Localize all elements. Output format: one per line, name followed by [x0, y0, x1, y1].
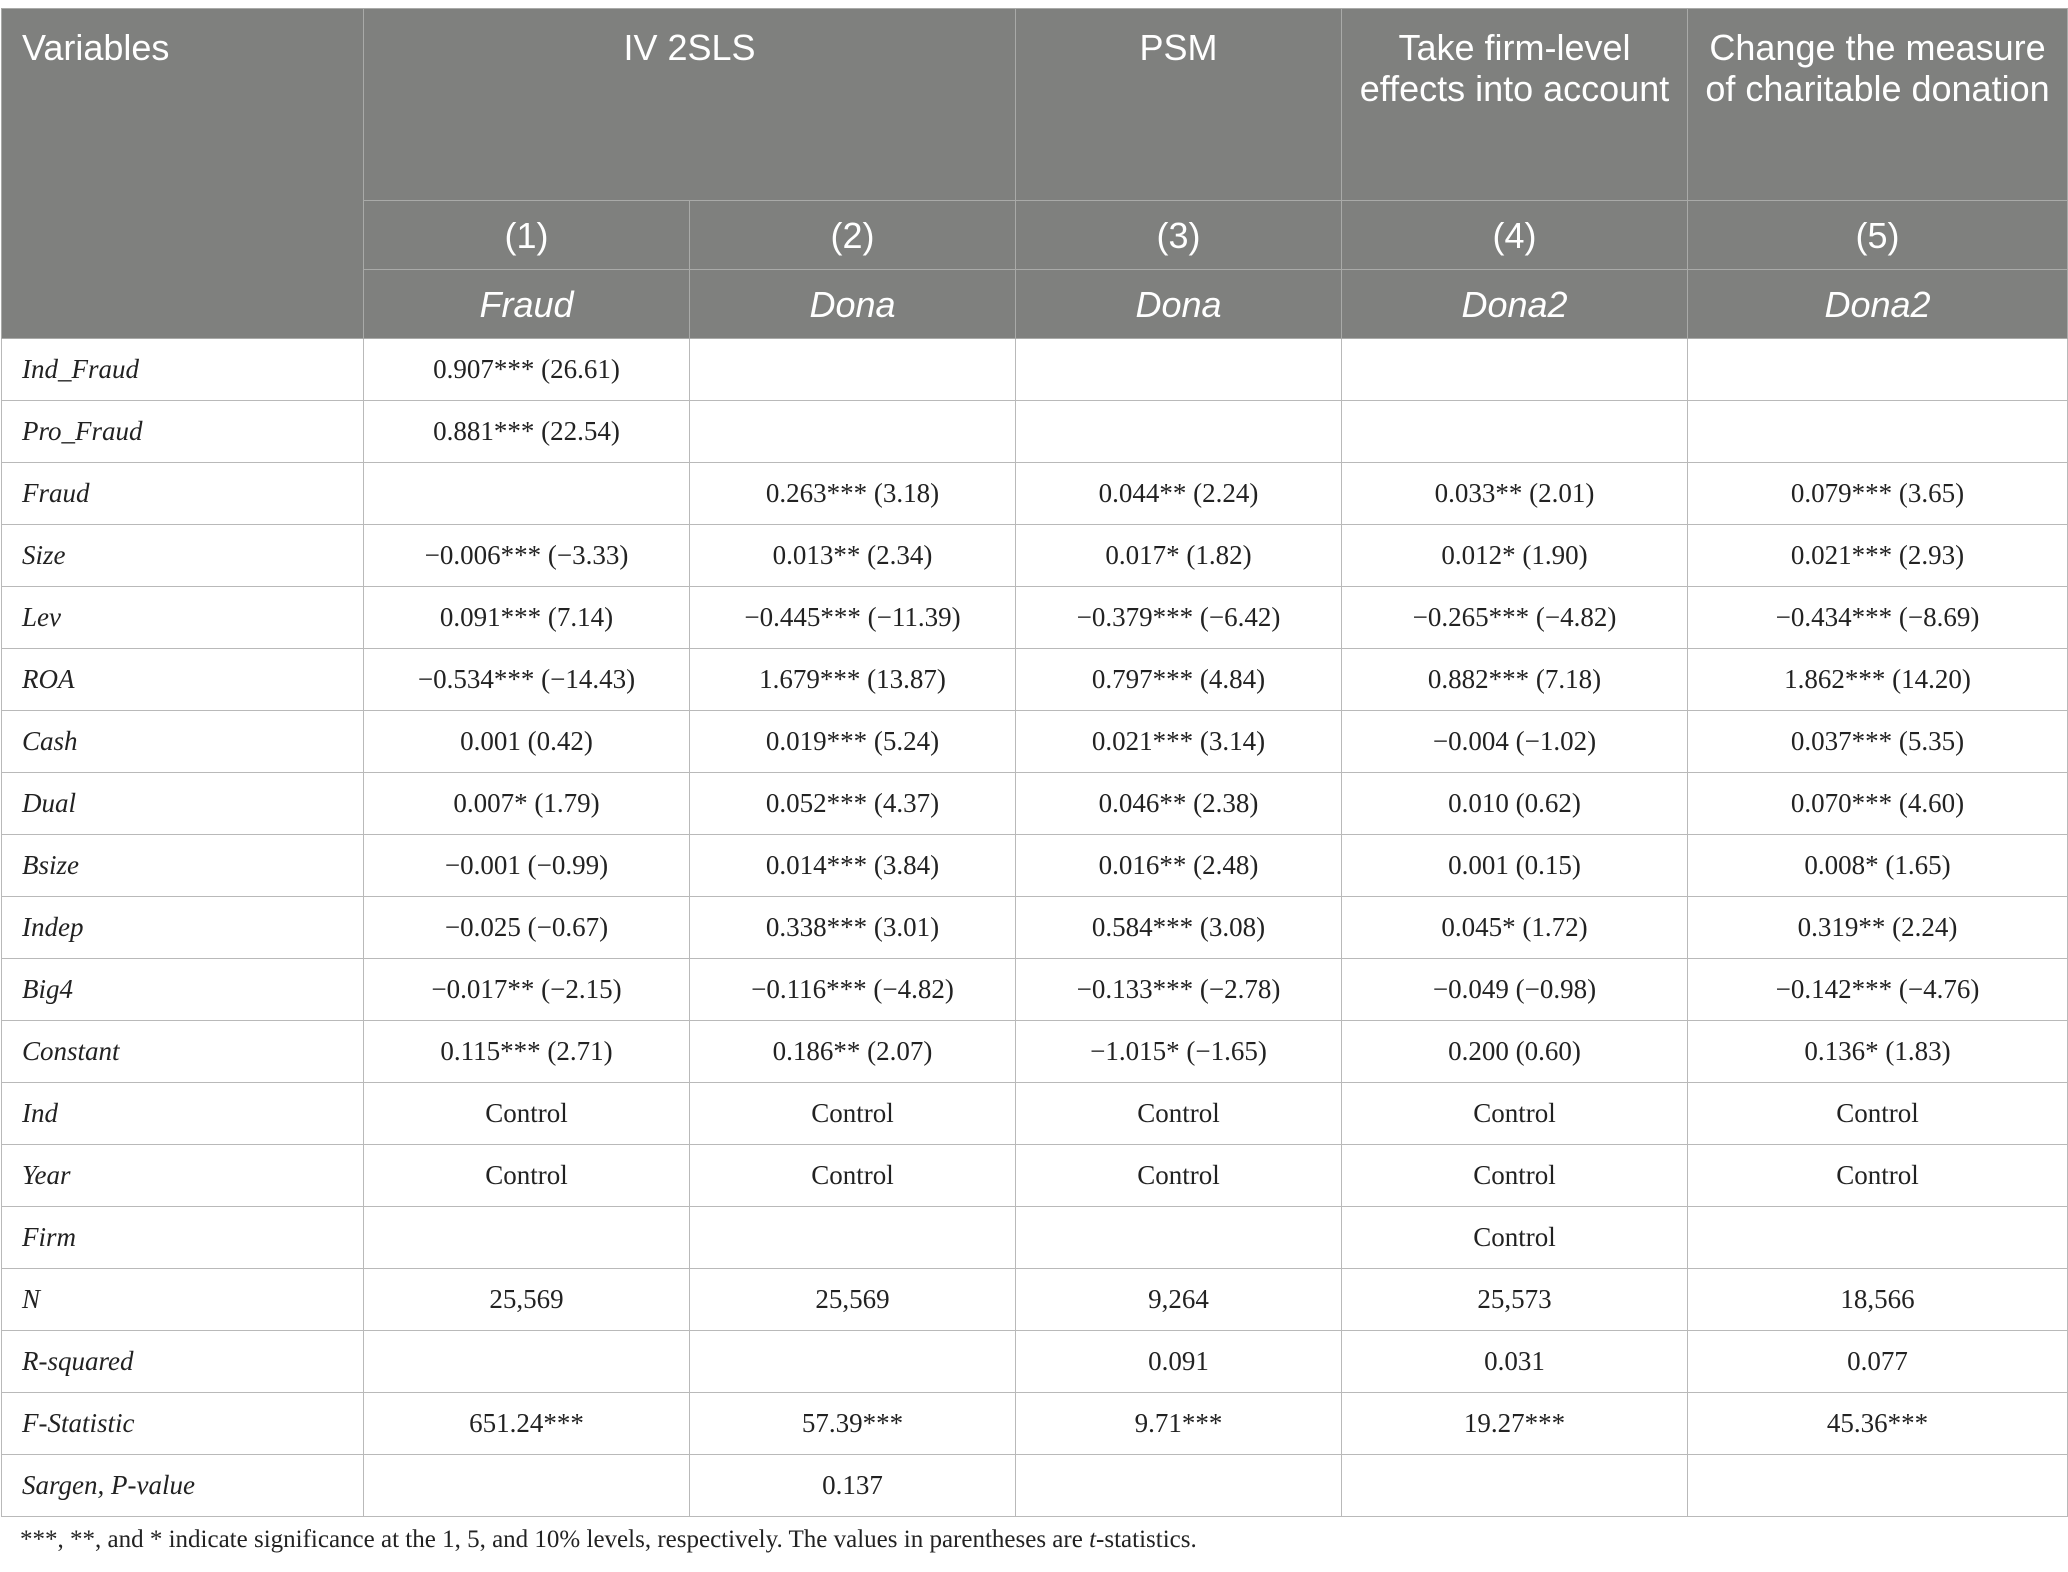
table-footnote	[20, 1526, 1197, 1554]
table-row	[2, 711, 2068, 773]
table-cell	[1016, 339, 1342, 401]
table-cell: 0.031	[1342, 1331, 1688, 1393]
table-cell: 0.017* (1.82)	[1016, 525, 1342, 587]
row-variable-label: Big4	[2, 959, 364, 1021]
table-cell: 0.021*** (3.14)	[1016, 711, 1342, 773]
table-cell: 0.077	[1688, 1331, 2068, 1393]
table-row	[2, 1331, 2068, 1393]
table-row	[2, 959, 2068, 1021]
table-row	[2, 1393, 2068, 1455]
table-cell	[690, 1207, 1016, 1269]
table-cell: −0.142*** (−4.76)	[1688, 959, 2068, 1021]
row-variable-label: Sargen, P-value	[2, 1455, 364, 1517]
table-cell: 0.014*** (3.84)	[690, 835, 1016, 897]
table-cell: 57.39***	[690, 1393, 1016, 1455]
table-cell	[1342, 339, 1688, 401]
table-row	[2, 587, 2068, 649]
table-cell	[690, 339, 1016, 401]
row-variable-label: Pro_Fraud	[2, 401, 364, 463]
table-cell: 9,264	[1016, 1269, 1342, 1331]
row-variable-label: Constant	[2, 1021, 364, 1083]
table-cell: Control	[364, 1083, 690, 1145]
table-cell: Control	[1688, 1145, 2068, 1207]
table-cell: 25,569	[690, 1269, 1016, 1331]
table-cell: Control	[690, 1145, 1016, 1207]
table-cell: 0.016** (2.48)	[1016, 835, 1342, 897]
footnote-text: ***, **, and * indicate significance at the 1, 5, and 10% levels, respectively. The values in parentheses are	[20, 1526, 1090, 1553]
row-variable-label: Bsize	[2, 835, 364, 897]
table-cell: 0.584*** (3.08)	[1016, 897, 1342, 959]
table-cell	[1016, 1207, 1342, 1269]
table-cell: Control	[1342, 1083, 1688, 1145]
table-cell	[364, 463, 690, 525]
group-header-change-measure: Change the measure of charitable donation	[1688, 9, 2068, 201]
table-cell: 25,569	[364, 1269, 690, 1331]
row-variable-label: Ind_Fraud	[2, 339, 364, 401]
table-cell: 0.001 (0.15)	[1342, 835, 1688, 897]
table-row	[2, 525, 2068, 587]
row-variable-label: Ind	[2, 1083, 364, 1145]
table-cell: 45.36***	[1688, 1393, 2068, 1455]
table-cell	[1688, 339, 2068, 401]
table-cell: −0.004 (−1.02)	[1342, 711, 1688, 773]
table-row	[2, 835, 2068, 897]
table-cell: −0.434*** (−8.69)	[1688, 587, 2068, 649]
row-variable-label: ROA	[2, 649, 364, 711]
row-variable-label: F-Statistic	[2, 1393, 364, 1455]
table-cell: 0.019*** (5.24)	[690, 711, 1016, 773]
table-row	[2, 1021, 2068, 1083]
table-cell: 0.200 (0.60)	[1342, 1021, 1688, 1083]
dependent-variable: Dona2	[1688, 270, 2068, 339]
table-cell: −0.017** (−2.15)	[364, 959, 690, 1021]
table-cell: 0.338*** (3.01)	[690, 897, 1016, 959]
table-cell: Control	[364, 1145, 690, 1207]
row-variable-label: Fraud	[2, 463, 364, 525]
table-cell	[364, 1455, 690, 1517]
table-cell: 0.091*** (7.14)	[364, 587, 690, 649]
table-cell: 0.007* (1.79)	[364, 773, 690, 835]
table-cell	[690, 1331, 1016, 1393]
table-cell: −0.445*** (−11.39)	[690, 587, 1016, 649]
table-cell	[1016, 401, 1342, 463]
table-cell: 0.052*** (4.37)	[690, 773, 1016, 835]
table-cell: Control	[1342, 1145, 1688, 1207]
table-cell: 0.882*** (7.18)	[1342, 649, 1688, 711]
table-cell: Control	[690, 1083, 1016, 1145]
table-cell: −1.015* (−1.65)	[1016, 1021, 1342, 1083]
group-header-psm: PSM	[1016, 9, 1342, 201]
table-row	[2, 339, 2068, 401]
table-cell: −0.133*** (−2.78)	[1016, 959, 1342, 1021]
table-cell: 0.263*** (3.18)	[690, 463, 1016, 525]
footnote-italic-t: t	[1089, 1526, 1097, 1553]
table-cell	[690, 401, 1016, 463]
table-cell: 0.137	[690, 1455, 1016, 1517]
table-cell: −0.265*** (−4.82)	[1342, 587, 1688, 649]
table-cell: 0.037*** (5.35)	[1688, 711, 2068, 773]
table-cell: 0.881*** (22.54)	[364, 401, 690, 463]
row-variable-label: R-squared	[2, 1331, 364, 1393]
footnote-suffix: -statistics.	[1096, 1526, 1197, 1553]
table-cell: 9.71***	[1016, 1393, 1342, 1455]
table-cell: −0.025 (−0.67)	[364, 897, 690, 959]
table-header	[2, 9, 2068, 339]
row-variable-label: Size	[2, 525, 364, 587]
table-cell: 0.045* (1.72)	[1342, 897, 1688, 959]
table-cell: 0.001 (0.42)	[364, 711, 690, 773]
table-cell: 0.021*** (2.93)	[1688, 525, 2068, 587]
table-cell: Control	[1016, 1145, 1342, 1207]
table-cell: −0.001 (−0.99)	[364, 835, 690, 897]
table-row	[2, 463, 2068, 525]
table-cell: 1.862*** (14.20)	[1688, 649, 2068, 711]
dependent-variable: Dona2	[1342, 270, 1688, 339]
table-cell	[1016, 1455, 1342, 1517]
table-cell: Control	[1688, 1083, 2068, 1145]
table-cell	[1688, 1207, 2068, 1269]
regression-results-table	[1, 8, 2068, 1517]
table-row	[2, 1455, 2068, 1517]
table-cell: 651.24***	[364, 1393, 690, 1455]
table-cell: 0.012* (1.90)	[1342, 525, 1688, 587]
table-cell	[1688, 401, 2068, 463]
table-cell: 0.319** (2.24)	[1688, 897, 2068, 959]
table-row	[2, 1083, 2068, 1145]
table-cell: 25,573	[1342, 1269, 1688, 1331]
row-variable-label: Year	[2, 1145, 364, 1207]
table-cell: 0.186** (2.07)	[690, 1021, 1016, 1083]
table-cell: 0.136* (1.83)	[1688, 1021, 2068, 1083]
table-cell: 0.046** (2.38)	[1016, 773, 1342, 835]
row-variable-label: Lev	[2, 587, 364, 649]
row-variable-label: Cash	[2, 711, 364, 773]
table-cell: 0.079*** (3.65)	[1688, 463, 2068, 525]
table-cell: −0.006*** (−3.33)	[364, 525, 690, 587]
table-row	[2, 1269, 2068, 1331]
header-row-groups	[2, 9, 2068, 201]
table-cell: 18,566	[1688, 1269, 2068, 1331]
results-table-container	[0, 8, 2068, 1517]
table-cell: 0.044** (2.24)	[1016, 463, 1342, 525]
table-cell: Control	[1016, 1083, 1342, 1145]
table-row	[2, 1207, 2068, 1269]
table-cell: 0.013** (2.34)	[690, 525, 1016, 587]
table-body	[2, 339, 2068, 1517]
table-cell	[1688, 1455, 2068, 1517]
table-cell: −0.534*** (−14.43)	[364, 649, 690, 711]
table-cell: 0.907*** (26.61)	[364, 339, 690, 401]
table-cell	[1342, 401, 1688, 463]
row-variable-label: N	[2, 1269, 364, 1331]
table-cell: Control	[1342, 1207, 1688, 1269]
table-cell: 0.797*** (4.84)	[1016, 649, 1342, 711]
row-variable-label: Firm	[2, 1207, 364, 1269]
table-cell: 0.115*** (2.71)	[364, 1021, 690, 1083]
column-number: (5)	[1688, 201, 2068, 270]
dependent-variable: Dona	[690, 270, 1016, 339]
group-header-iv-2sls: IV 2SLS	[364, 9, 1016, 201]
column-number: (3)	[1016, 201, 1342, 270]
table-row	[2, 649, 2068, 711]
dependent-variable: Fraud	[364, 270, 690, 339]
table-row	[2, 773, 2068, 835]
variables-header: Variables	[2, 9, 364, 339]
table-cell: 0.008* (1.65)	[1688, 835, 2068, 897]
table-row	[2, 897, 2068, 959]
table-cell: 0.091	[1016, 1331, 1342, 1393]
row-variable-label: Dual	[2, 773, 364, 835]
table-row	[2, 1145, 2068, 1207]
table-cell: 0.033** (2.01)	[1342, 463, 1688, 525]
table-cell: 1.679*** (13.87)	[690, 649, 1016, 711]
table-cell: 19.27***	[1342, 1393, 1688, 1455]
table-cell	[364, 1207, 690, 1269]
group-header-firm-level: Take firm-level effects into account	[1342, 9, 1688, 201]
table-cell: −0.116*** (−4.82)	[690, 959, 1016, 1021]
column-number: (1)	[364, 201, 690, 270]
dependent-variable: Dona	[1016, 270, 1342, 339]
table-cell: 0.070*** (4.60)	[1688, 773, 2068, 835]
table-cell: −0.049 (−0.98)	[1342, 959, 1688, 1021]
table-cell	[1342, 1455, 1688, 1517]
row-variable-label: Indep	[2, 897, 364, 959]
table-row	[2, 401, 2068, 463]
column-number: (2)	[690, 201, 1016, 270]
column-number: (4)	[1342, 201, 1688, 270]
table-cell: −0.379*** (−6.42)	[1016, 587, 1342, 649]
table-cell	[364, 1331, 690, 1393]
table-cell: 0.010 (0.62)	[1342, 773, 1688, 835]
